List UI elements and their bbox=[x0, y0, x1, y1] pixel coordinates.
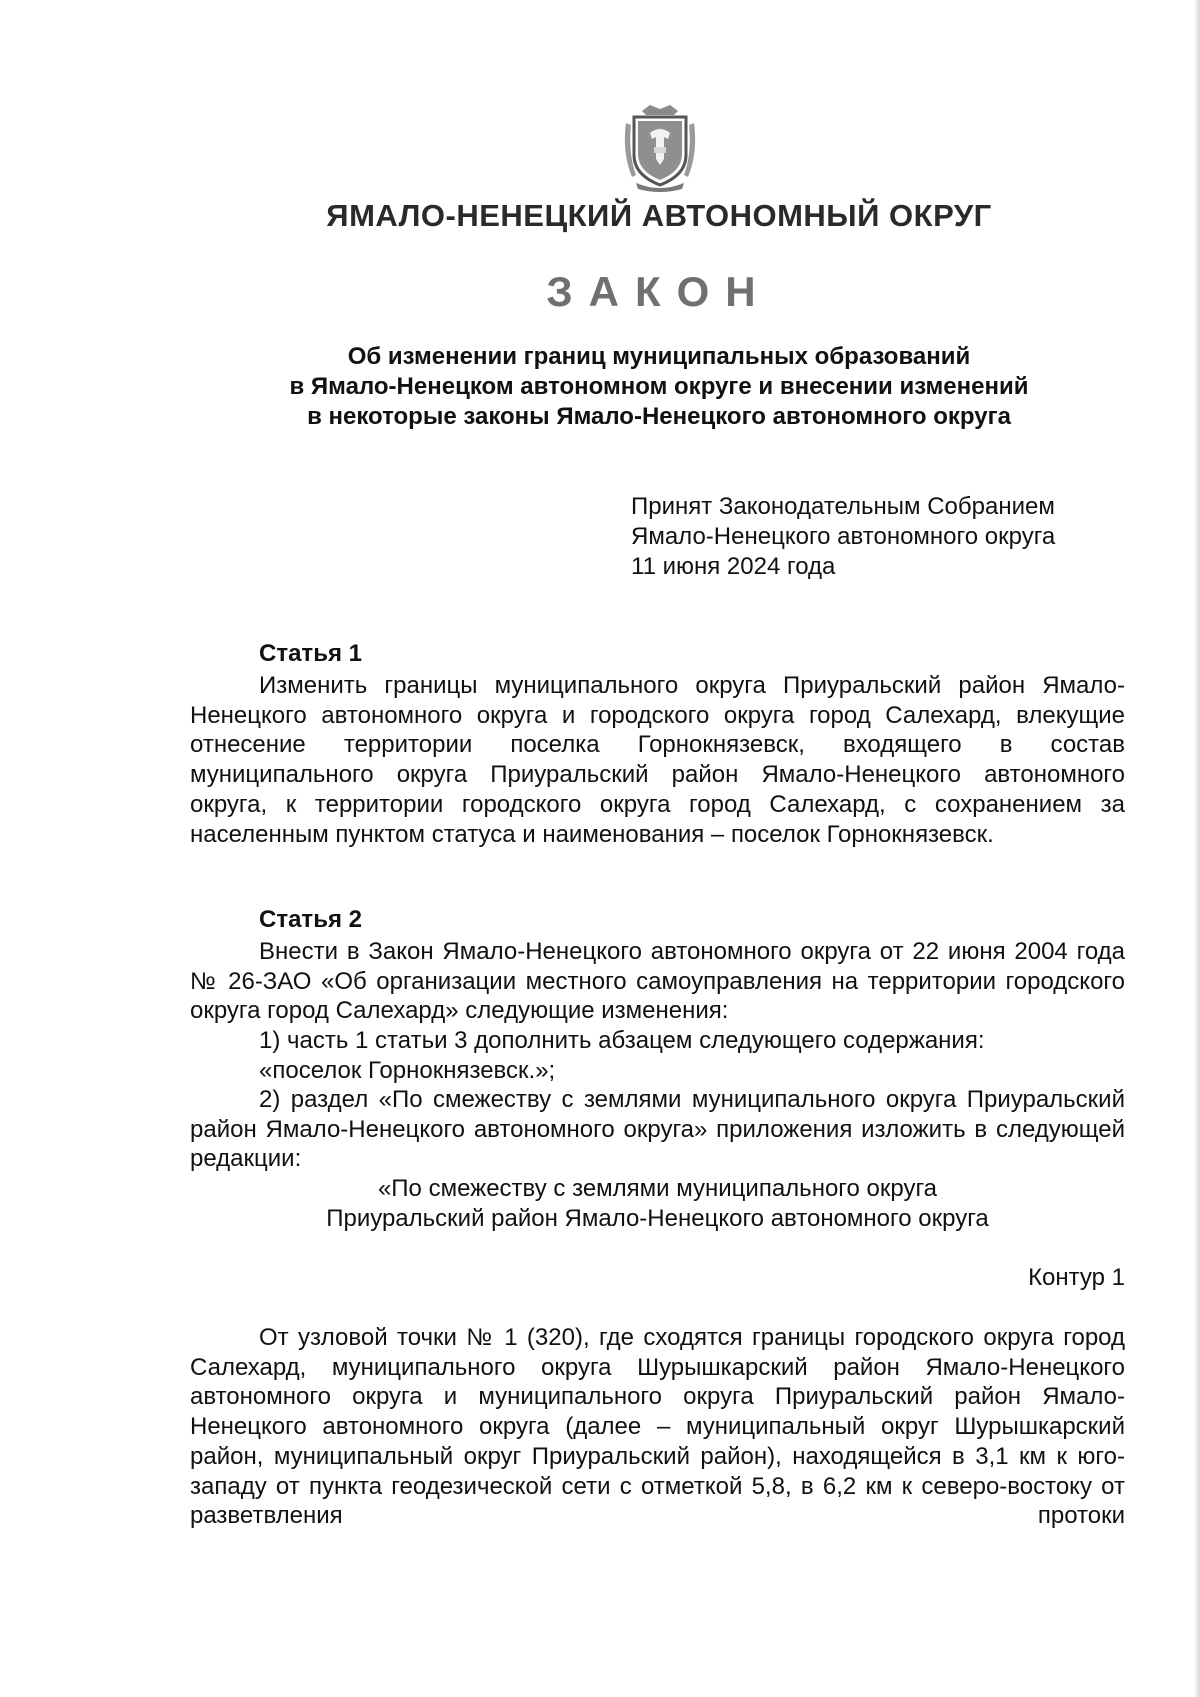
article-2-intro: Внести в Закон Ямало-Ненецкого автономного округа от 22 июня 2004 года № 26-ЗАО «Об организации местного самоуправления на территории городского округа город Салехард» следующие изменения: bbox=[190, 938, 1125, 1025]
adoption-date: 11 июня 2024 года bbox=[631, 553, 836, 580]
region-title: ЯМАЛО-НЕНЕЦКИЙ АВТОНОМНЫЙ ОКРУГ bbox=[326, 198, 992, 233]
adoption-note bbox=[631, 492, 1131, 582]
subject-line: в Ямало-Ненецком автономном округе и внесении изменений bbox=[289, 373, 1029, 400]
subject-line: в некоторые законы Ямало-Ненецкого автономного округа bbox=[307, 403, 1011, 430]
article-2-heading: Статья 2 bbox=[259, 906, 362, 933]
contour-description: От узловой точки № 1 (320), где сходятся границы городского округа город Салехард, муниципального округа Шурышкарский район Ямало-Ненецкого автономного округа и муниципального округа Приуральский район Ямало-Ненецкого автономного округа (далее – муниципальный округ Шурышкарский район, муниципальный округ Приуральский район), находящейся в 3,1 км к юго-западу от пункта геодезической сети с отметкой 5,8, в 6,2 км к северо-востоку от разветвления протоки bbox=[190, 1324, 1125, 1530]
article-2-item-2: 2) раздел «По смежеству с землями муниципального округа Приуральский район Ямало-Ненецкого автономного округа» приложения изложить в следующей редакции: bbox=[190, 1086, 1125, 1173]
adoption-line: Принят Законодательным Собранием bbox=[631, 493, 1055, 520]
section-title-line: «По смежеству с землями муниципального округа bbox=[377, 1175, 938, 1202]
article-1-heading: Статья 1 bbox=[259, 640, 362, 667]
page-edge bbox=[1194, 0, 1200, 1697]
article-2-item-1: 1) часть 1 статьи 3 дополнить абзацем следующего содержания: bbox=[259, 1027, 985, 1054]
adoption-line: Ямало-Ненецкого автономного округа bbox=[631, 523, 1056, 550]
article-2-item-1-quote: «поселок Горнокнязевск.»; bbox=[259, 1057, 556, 1084]
article-1-text: Изменить границы муниципального округа Приуральский район Ямало-Ненецкого автономного округа и городского округа город Салехард, влекущие отнесение территории поселка Горнокнязевск, входящего в состав муниципального округа Приуральский район Ямало-Ненецкого автономного округа, к территории городского округа город Салехард, с сохранением за населенным пунктом статуса и наименования – поселок Горнокнязевск. bbox=[190, 672, 1125, 848]
section-title-line: Приуральский район Ямало-Ненецкого автономного округа bbox=[326, 1205, 989, 1232]
law-subject-title bbox=[150, 342, 1168, 432]
contour-label: Контур 1 bbox=[1028, 1264, 1125, 1291]
law-title: ЗАКОН bbox=[546, 268, 772, 315]
subject-line: Об изменении границ муниципальных образований bbox=[347, 343, 971, 370]
coat-of-arms-emblem-icon bbox=[620, 103, 700, 193]
